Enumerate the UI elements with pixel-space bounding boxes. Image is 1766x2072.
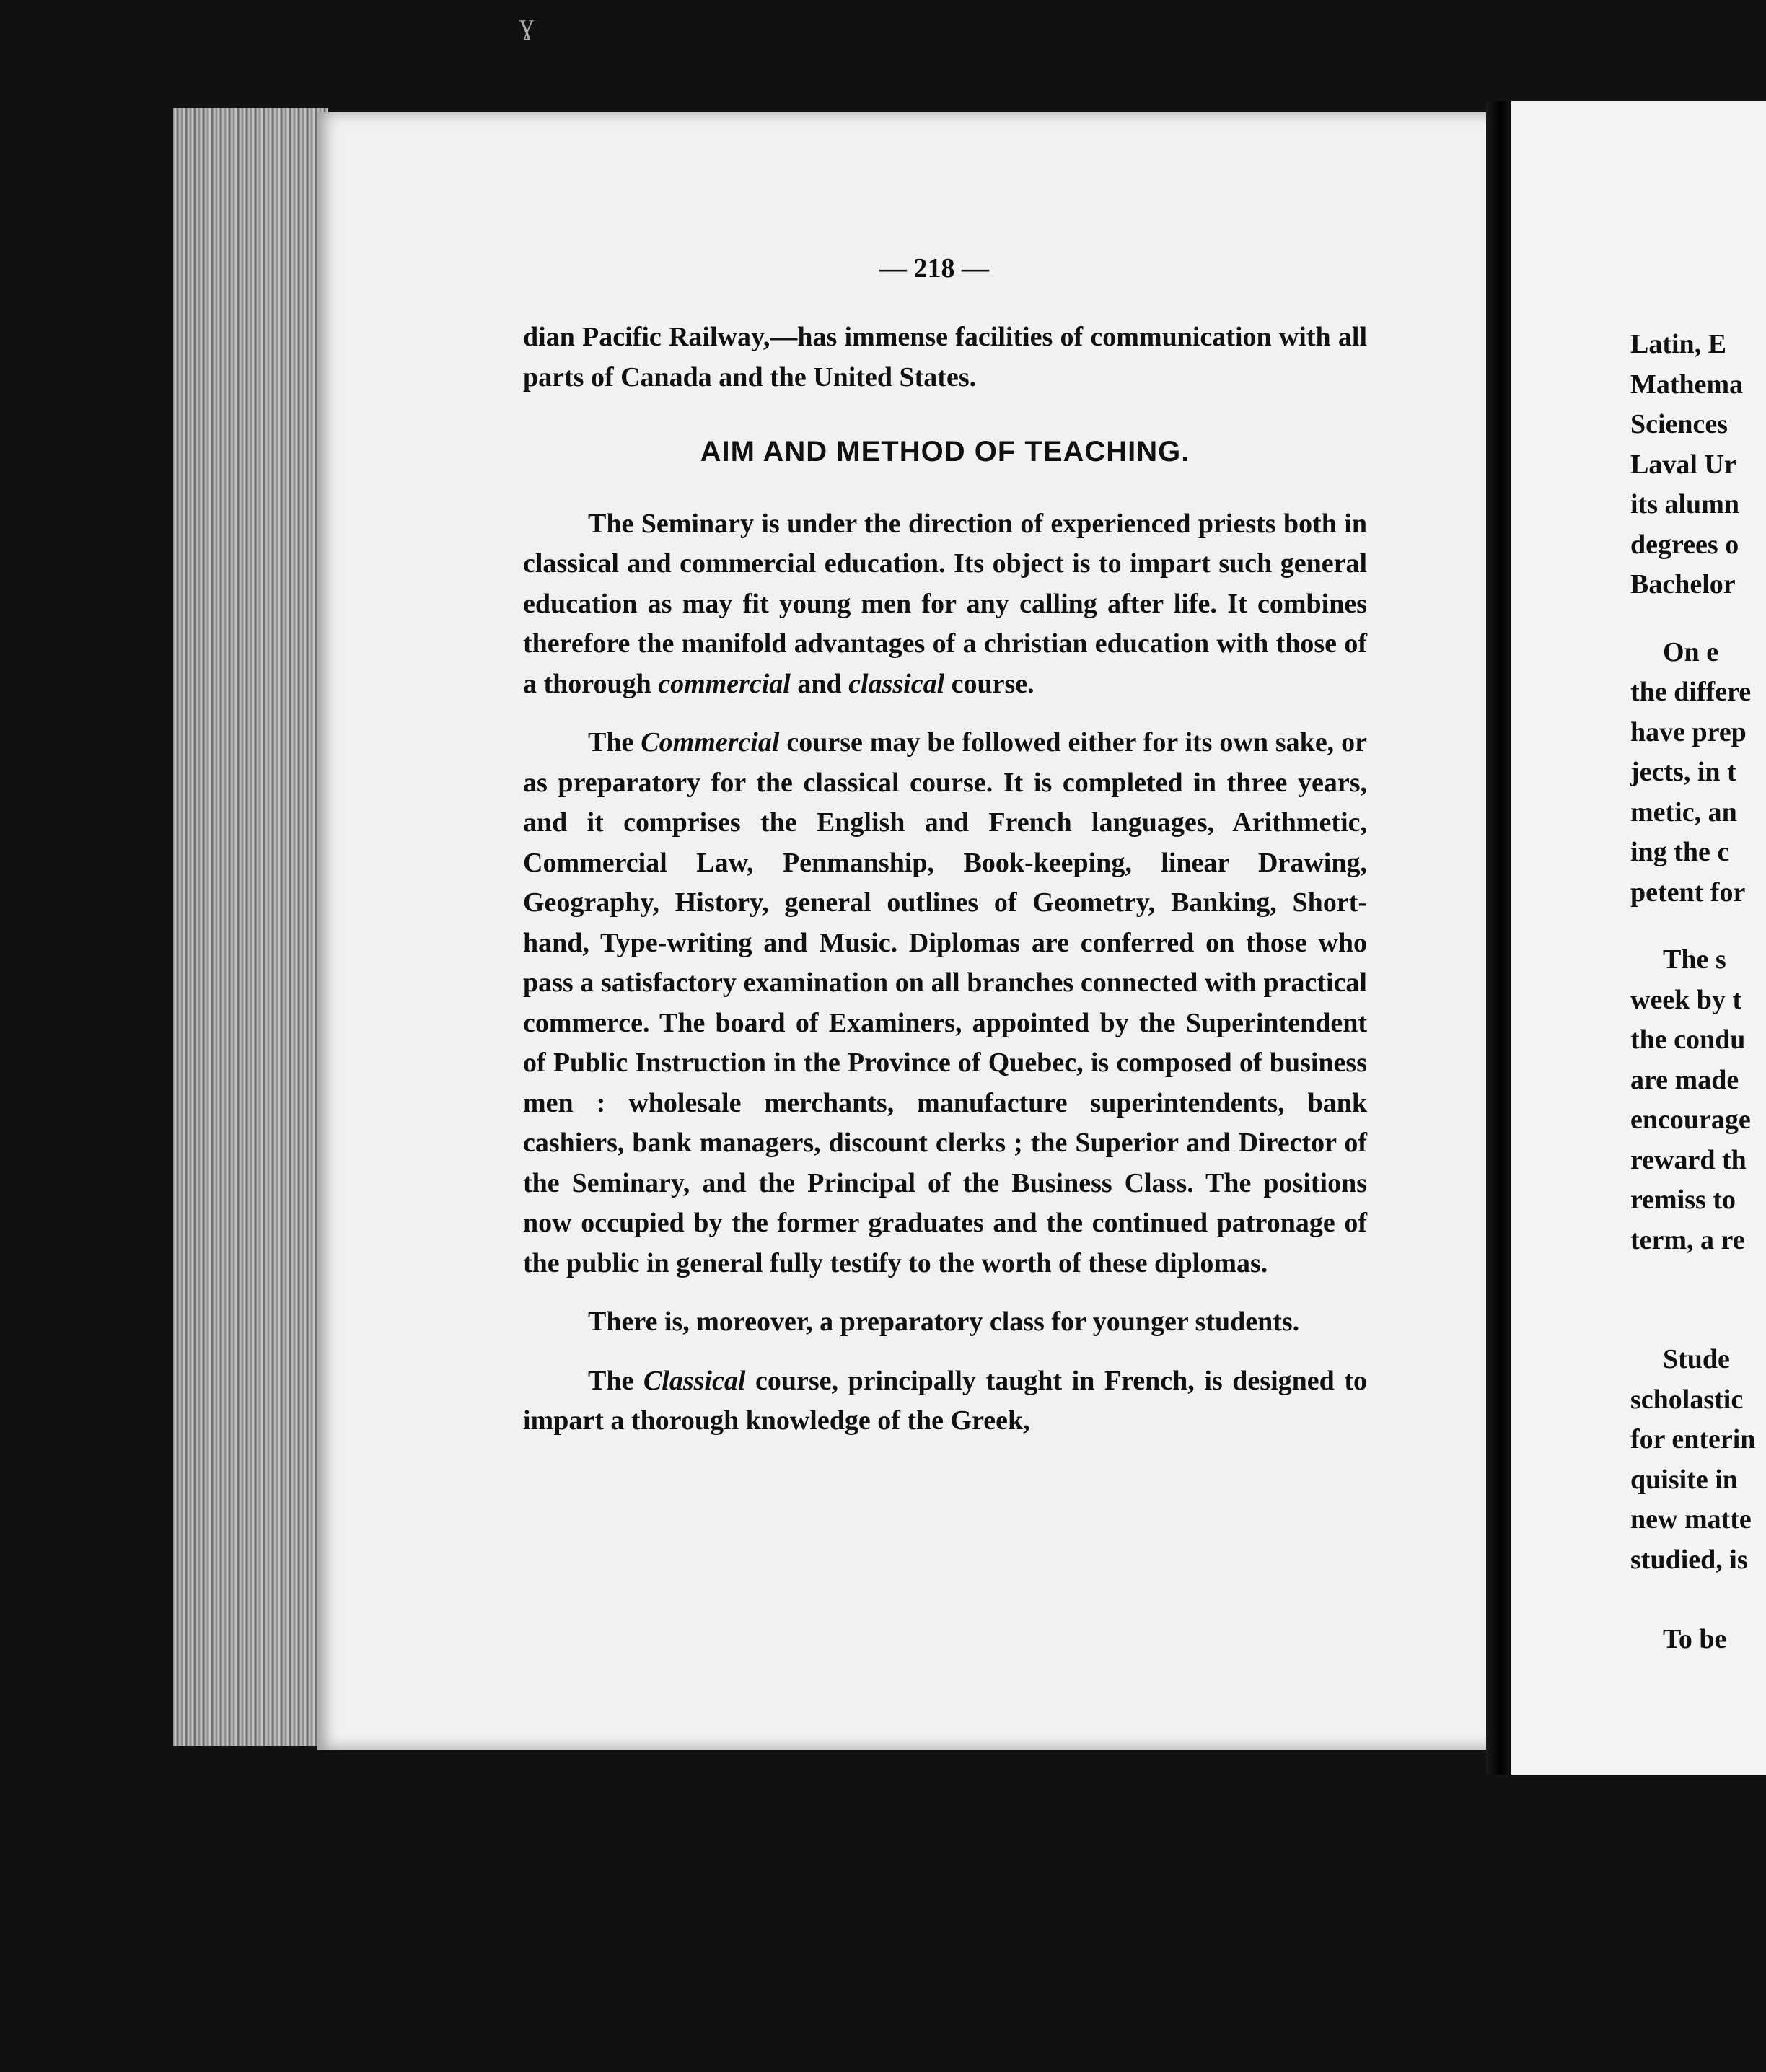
right-line: The s bbox=[1663, 944, 1726, 975]
right-line: new matte bbox=[1630, 1504, 1752, 1535]
para4-text-2: course, principally taught in French, is designed to impart a thorough knowledge of the Greek, bbox=[523, 1365, 1367, 1436]
para1-text-2: and bbox=[790, 668, 849, 699]
paragraph-preparatory-class: There is, moreover, a preparatory class for younger students. bbox=[588, 1307, 1300, 1337]
scan-mark: ɣ bbox=[519, 8, 534, 40]
left-page-text bbox=[523, 317, 1367, 1441]
section-heading: AIM AND METHOD OF TEACHING. bbox=[700, 436, 1190, 467]
right-line: degrees o bbox=[1630, 529, 1739, 560]
paragraph-commercial-course bbox=[523, 723, 1367, 1283]
right-line: encourage bbox=[1630, 1105, 1751, 1135]
right-line: remiss to bbox=[1630, 1185, 1736, 1215]
para1-text-1: The Seminary is under the direction of experienced priests both in classical and commercial education. Its object is to impart such general education as may fit young men for any calling after life. It combines therefore the manifold advantages of a christian education with those of a thorough bbox=[523, 508, 1367, 699]
paragraph-classical-course bbox=[523, 1361, 1367, 1441]
para2-emphasis-commercial: Commercial bbox=[641, 727, 780, 758]
right-line: Stude bbox=[1663, 1344, 1730, 1374]
para1-text-3: course. bbox=[944, 668, 1034, 699]
book-page-edges bbox=[173, 108, 328, 1746]
right-line: Mathema bbox=[1630, 369, 1744, 400]
right-line: Laval Ur bbox=[1630, 449, 1736, 480]
opening-paragraph: dian Pacific Railway,—has immense facilities of communication with all parts of Canada and the United States. bbox=[523, 322, 1367, 392]
right-line: the differe bbox=[1630, 677, 1752, 707]
para4-text-1: The bbox=[588, 1365, 643, 1396]
para4-emphasis-classical: Classical bbox=[643, 1365, 746, 1396]
para2-text-1: The bbox=[588, 727, 641, 758]
right-line: To be bbox=[1663, 1624, 1727, 1654]
right-line: for enterin bbox=[1630, 1424, 1756, 1454]
right-line: have prep bbox=[1630, 716, 1747, 747]
right-page-text-fragments bbox=[1630, 325, 1766, 1660]
right-line: studied, is bbox=[1630, 1544, 1748, 1575]
right-line: On e bbox=[1663, 636, 1719, 667]
right-line: week by t bbox=[1630, 984, 1742, 1015]
right-line: reward th bbox=[1630, 1144, 1747, 1175]
right-line: scholastic bbox=[1630, 1384, 1744, 1415]
para1-emphasis-classical: classical bbox=[848, 668, 945, 699]
right-line: its alumn bbox=[1630, 489, 1739, 519]
right-line: Bachelor bbox=[1630, 569, 1736, 600]
right-line: term, a re bbox=[1630, 1224, 1745, 1255]
right-line: ing the c bbox=[1630, 837, 1730, 867]
right-line: quisite in bbox=[1630, 1464, 1738, 1495]
right-line: jects, in t bbox=[1630, 757, 1736, 787]
right-line: the condu bbox=[1630, 1024, 1746, 1055]
para1-emphasis-commercial: commercial bbox=[658, 668, 791, 699]
book-gutter bbox=[1486, 101, 1515, 1775]
right-line: Sciences bbox=[1630, 409, 1728, 439]
right-line: petent for bbox=[1630, 877, 1746, 908]
para2-text-2: course may be followed either for its own sake, or as preparatory for the classical course. It is completed in three years, and it comprises the English and French languages, Arithmetic, Commercial Law, Penmanship, Book-keeping, linear Drawing, Geography, History, general outlines of Geometry, Banking, Short-hand, Type-writing and Music. Diplomas are conferred on those who pass a satisfactory examination on all branches connected with practical commerce. The board of Examiners, appointed by the Superintendent of Public Instruction in the Province of Quebec, is composed of business men : wholesale merchants, manufacture superintendents, bank cashiers, bank managers, discount clerks ; the Superior and Director of the Seminary, and the Principal of the Business Class. The positions now occupied by the former graduates and the continued patronage of the public in general fully testify to the worth of these diplomas. bbox=[523, 727, 1367, 1278]
right-line: metic, an bbox=[1630, 796, 1737, 828]
page-number: — 218 — bbox=[879, 253, 989, 284]
right-line: Latin, E bbox=[1630, 329, 1727, 359]
right-line: are made bbox=[1630, 1064, 1739, 1095]
paragraph-seminary bbox=[523, 504, 1367, 705]
